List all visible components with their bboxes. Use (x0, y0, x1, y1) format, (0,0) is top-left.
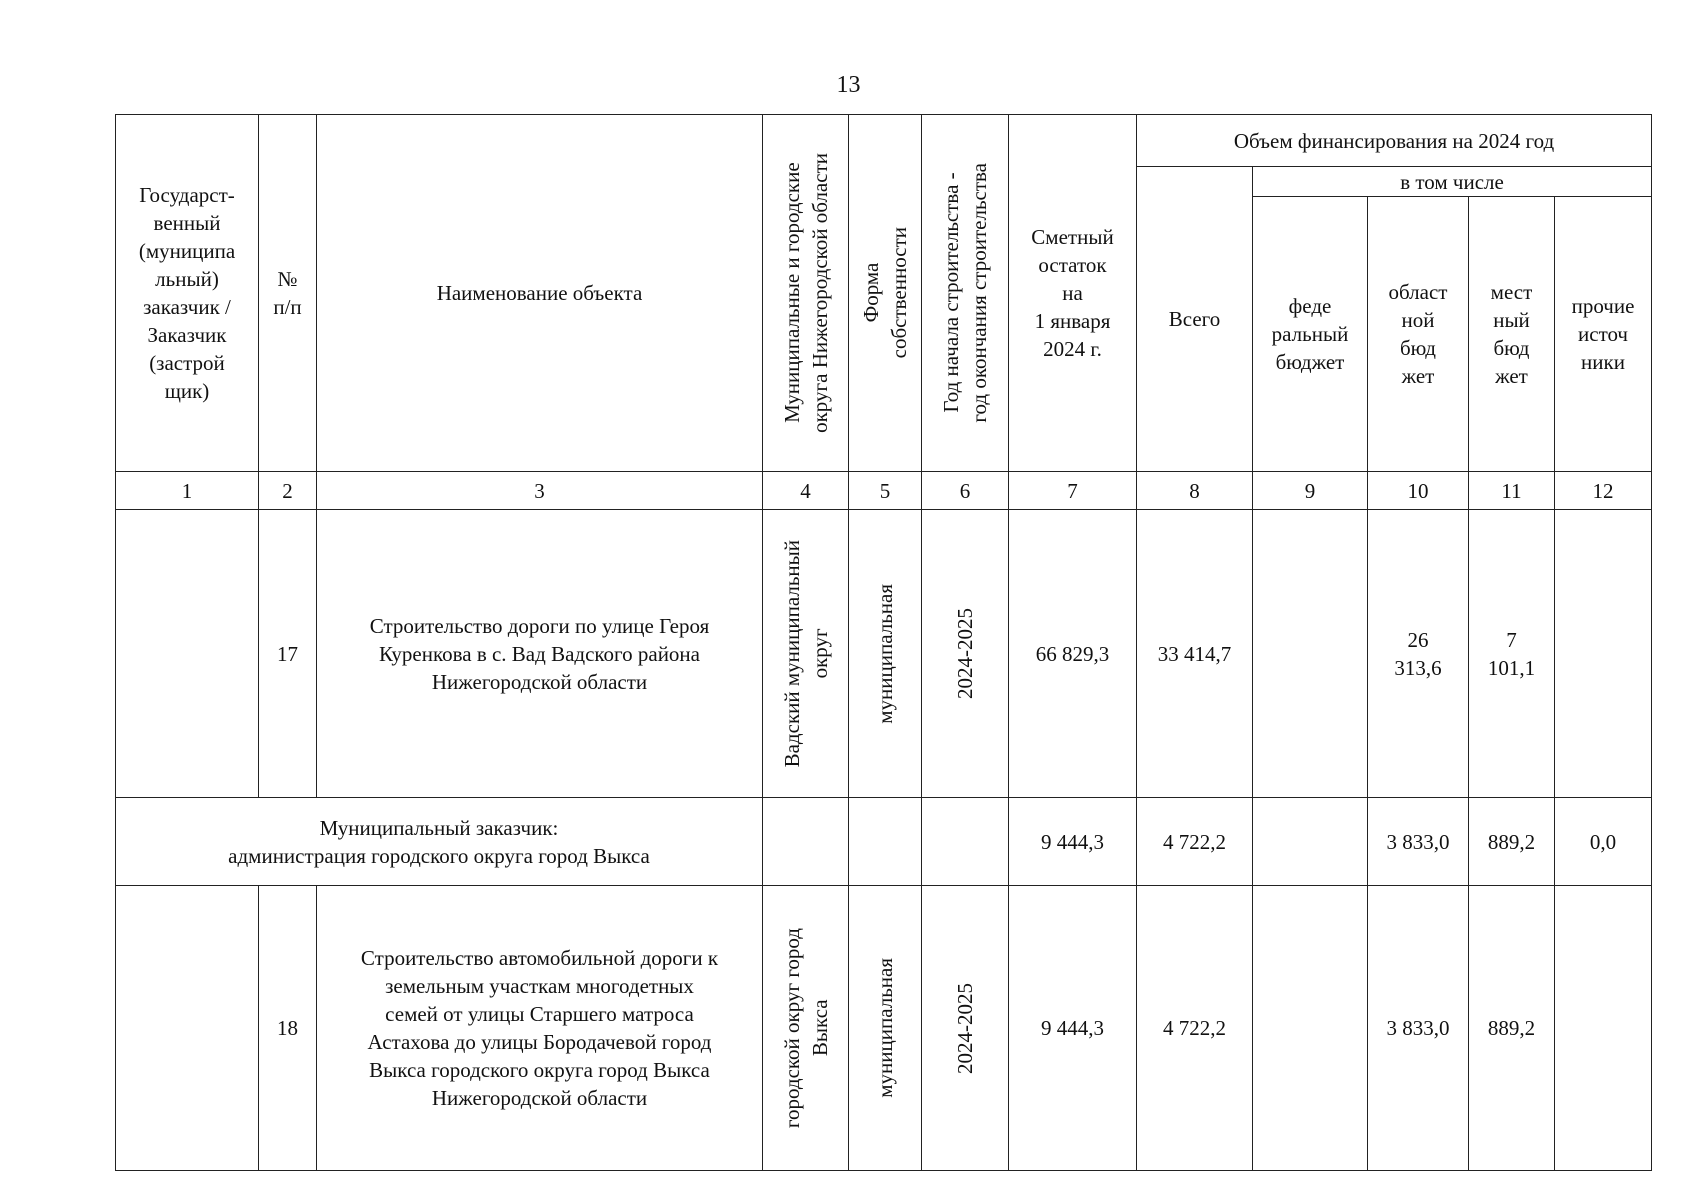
row-estimate: 66 829,3 (1009, 510, 1137, 798)
column-number: 1 (116, 472, 259, 510)
summary-estimate: 9 444,3 (1009, 798, 1137, 886)
row-total: 33 414,7 (1137, 510, 1253, 798)
row-num: 18 (259, 886, 317, 1171)
column-number: 7 (1009, 472, 1137, 510)
header-including: в том числе (1253, 167, 1652, 197)
row-local: 7 101,1 (1469, 510, 1555, 798)
summary-years (922, 798, 1009, 886)
header-municipality-text: Муниципальные и городские округа Нижегородской области (779, 153, 832, 433)
summary-total: 4 722,2 (1137, 798, 1253, 886)
column-number: 11 (1469, 472, 1555, 510)
summary-customer-label: Муниципальный заказчик: администрация городского округа город Выкса (116, 798, 763, 886)
row-other (1555, 886, 1652, 1171)
summary-municipality (763, 798, 849, 886)
header-financing: Объем финансирования на 2024 год (1137, 115, 1652, 167)
summary-other: 0,0 (1555, 798, 1652, 886)
row-object-name: Строительство дороги по улице Героя Куренкова в с. Вад Вадского района Нижегородской области (317, 510, 763, 798)
row-municipality (763, 510, 849, 798)
row-ownership (849, 510, 922, 798)
row-municipality (763, 886, 849, 1171)
summary-federal (1253, 798, 1368, 886)
header-regional: област ной бюд жет (1368, 197, 1469, 472)
row-regional: 26 313,6 (1368, 510, 1469, 798)
summary-local: 889,2 (1469, 798, 1555, 886)
row-ownership-text: муниципальная (873, 583, 897, 724)
header-estimate: Сметный остаток на 1 января 2024 г. (1009, 115, 1137, 472)
row-customer (116, 886, 259, 1171)
row-estimate: 9 444,3 (1009, 886, 1137, 1171)
header-federal: феде ральный бюджет (1253, 197, 1368, 472)
header-years-text: Год начала строительства - год окончания строительства (939, 163, 991, 423)
row-years-text: 2024-2025 (953, 608, 977, 699)
summary-ownership (849, 798, 922, 886)
column-number: 3 (317, 472, 763, 510)
header-row-1 (116, 115, 1652, 167)
row-years-text: 2024-2025 (953, 982, 977, 1074)
header-total: Всего (1137, 167, 1253, 472)
row-regional: 3 833,0 (1368, 886, 1469, 1171)
row-other (1555, 510, 1652, 798)
table-row (116, 886, 1652, 1171)
header-years (922, 115, 1009, 472)
financing-table (115, 114, 1652, 1171)
row-ownership-text: муниципальная (873, 958, 897, 1098)
table-row (116, 510, 1652, 798)
row-customer (116, 510, 259, 798)
header-ownership (849, 115, 922, 472)
row-num: 17 (259, 510, 317, 798)
row-municipality-text: Вадский муниципальный округ (779, 539, 832, 768)
column-numbers-row (116, 472, 1652, 510)
row-years (922, 510, 1009, 798)
header-customer: Государст- венный (муниципа льный) заказчик / Заказчик (застрой щик) (116, 115, 259, 472)
column-number: 5 (849, 472, 922, 510)
summary-row (116, 798, 1652, 886)
row-municipality-text: городской округ город Выкса (779, 927, 832, 1129)
column-number: 12 (1555, 472, 1652, 510)
header-municipality (763, 115, 849, 472)
row-years (922, 886, 1009, 1171)
header-local: мест ный бюд жет (1469, 197, 1555, 472)
summary-regional: 3 833,0 (1368, 798, 1469, 886)
header-num: № п/п (259, 115, 317, 472)
row-federal (1253, 886, 1368, 1171)
header-object-name: Наименование объекта (317, 115, 763, 472)
column-number: 4 (763, 472, 849, 510)
column-number: 9 (1253, 472, 1368, 510)
row-federal (1253, 510, 1368, 798)
header-other: прочие источ ники (1555, 197, 1652, 472)
column-number: 10 (1368, 472, 1469, 510)
row-object-name: Строительство автомобильной дороги к земельным участкам многодетных семей от улицы Старшего матроса Астахова до улицы Бородачевой город Выкса городского округа город Выкса Нижегородской области (317, 886, 763, 1171)
header-ownership-text: Форма собственности (859, 227, 911, 359)
column-number: 6 (922, 472, 1009, 510)
column-number: 8 (1137, 472, 1253, 510)
row-total: 4 722,2 (1137, 886, 1253, 1171)
page-number: 13 (836, 72, 861, 98)
column-number: 2 (259, 472, 317, 510)
row-local: 889,2 (1469, 886, 1555, 1171)
row-ownership (849, 886, 922, 1171)
